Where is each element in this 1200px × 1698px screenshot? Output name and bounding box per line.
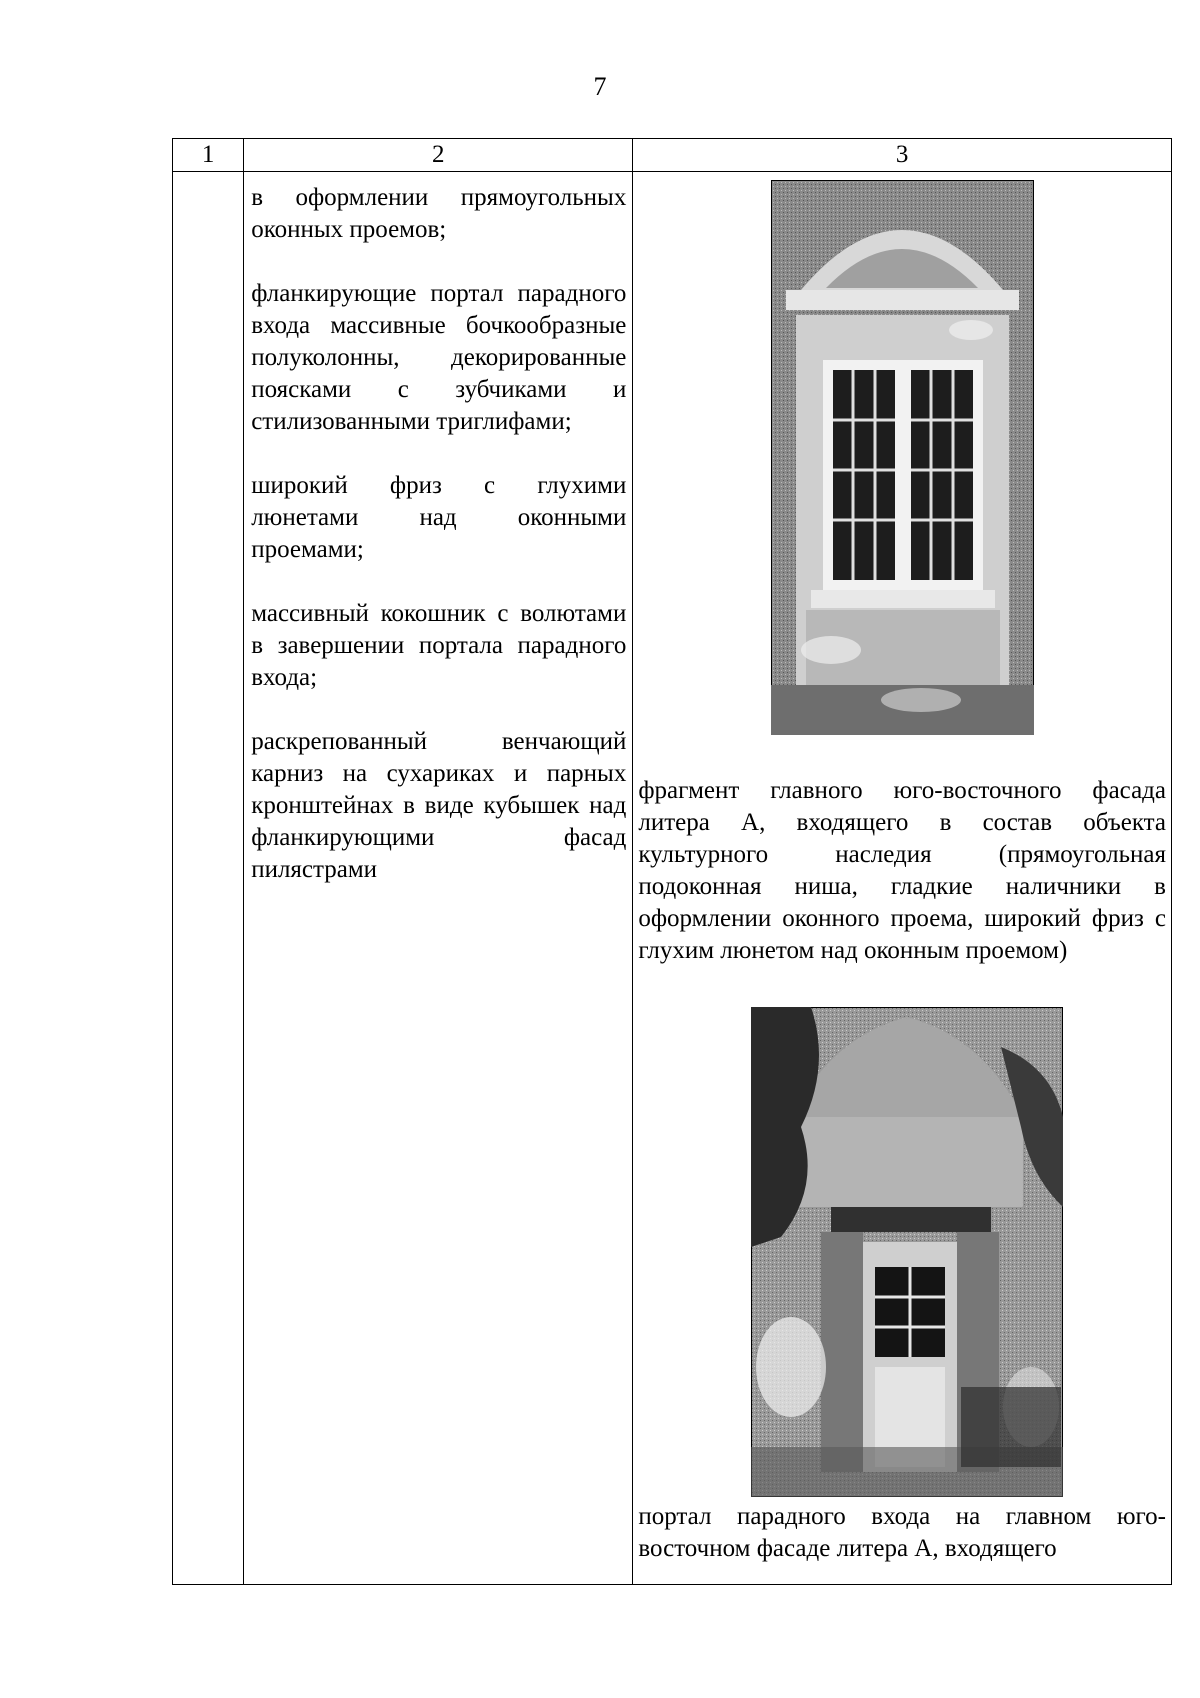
photos-cell xyxy=(633,172,1172,1585)
features-cell xyxy=(244,172,633,1585)
monument-features-table xyxy=(172,138,1172,1585)
feature-paragraph: в оформлении прямоугольных оконных проемов; xyxy=(251,184,627,243)
table-row xyxy=(173,172,1172,1585)
feature-paragraph: фланкирующие портал парадного входа массивные бочкообразные полуколонны, декорированные поясками с зубчиками и стилизованными триглифами; xyxy=(251,280,627,435)
feature-paragraph: раскрепованный венчающий карниз на сухариках и парных кронштейнах в виде кубышек над фланкирующими фасад пилястрами xyxy=(251,728,627,883)
portal-photo xyxy=(751,1007,1063,1497)
table-header-row xyxy=(173,139,1172,172)
header-cell-2: 2 xyxy=(244,139,633,172)
header-cell-3: 3 xyxy=(633,139,1172,172)
feature-paragraph: широкий фриз с глухими люнетами над оконными проемами; xyxy=(251,472,627,563)
page-number: 7 xyxy=(593,72,607,101)
feature-paragraph: массивный кокошник с волютами в завершении портала парадного входа; xyxy=(251,600,627,691)
window-photo xyxy=(771,180,1034,735)
row-number-cell xyxy=(173,172,244,1585)
photo-caption: портал парадного входа на главном юго-восточном фасаде литера А, входящего xyxy=(638,1503,1166,1562)
photo-caption: фрагмент главного юго-восточного фасада литера А, входящего в состав объекта культурного наследия (прямоугольная подоконная ниша, гладкие наличники в оформлении оконного проема, широкий фриз с глухим люнетом над оконным проемом) xyxy=(638,777,1166,964)
header-cell-1: 1 xyxy=(173,139,244,172)
